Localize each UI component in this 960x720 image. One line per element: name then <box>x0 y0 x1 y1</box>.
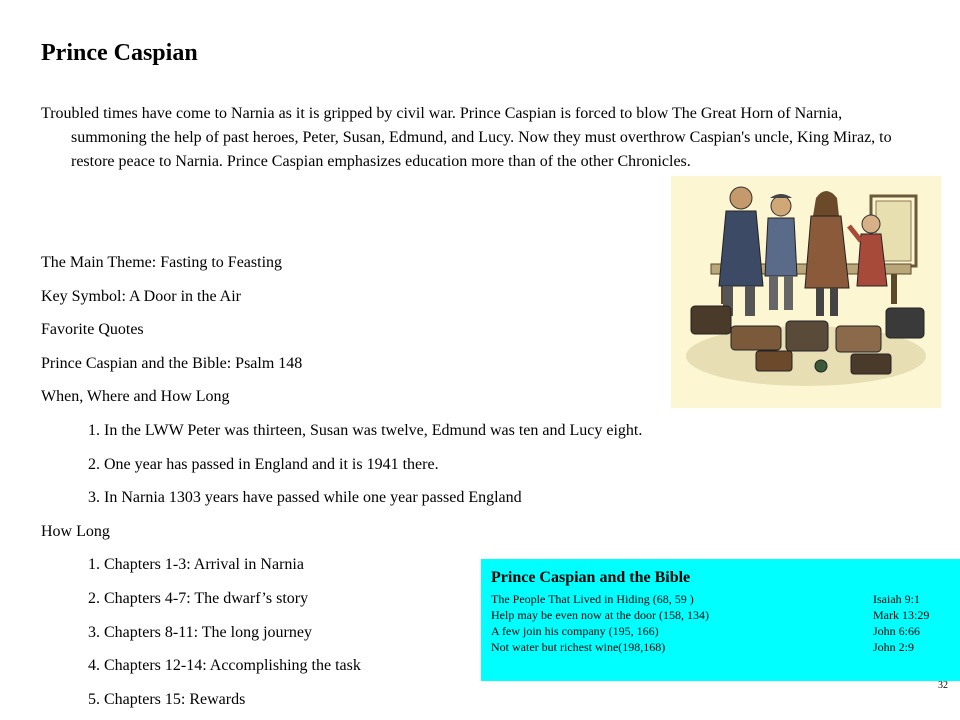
bible-references-box <box>481 559 960 681</box>
bible-reference-row <box>491 591 951 607</box>
reference-verse: John 2:9 <box>873 640 915 654</box>
list-item: 2. One year has passed in England and it is 1941 there. <box>88 456 439 473</box>
favorite-quotes-line: Favorite Quotes <box>41 321 144 338</box>
illustration-drawing <box>671 176 941 408</box>
list-item: 3. Chapters 8-11: The long journey <box>88 624 312 641</box>
reference-verse: Isaiah 9:1 <box>873 592 920 606</box>
main-theme-line: The Main Theme: Fasting to Feasting <box>41 254 283 271</box>
page-title: Prince Caspian <box>41 40 198 66</box>
bible-box-title: Prince Caspian and the Bible <box>491 569 691 586</box>
list-item: 1. Chapters 1-3: Arrival in Narnia <box>88 556 304 573</box>
key-symbol-line: Key Symbol: A Door in the Air <box>41 288 241 305</box>
list-item: 2. Chapters 4-7: The dwarf’s story <box>88 590 309 607</box>
bible-reference-row <box>491 639 951 655</box>
reference-text: Not water but richest wine(198,168) <box>491 640 666 654</box>
list-item: 5. Chapters 15: Rewards <box>88 691 246 708</box>
list-item: 3. In Narnia 1303 years have passed while one year passed England <box>88 489 522 506</box>
reference-text: The People That Lived in Hiding (68, 59 ) <box>491 592 694 606</box>
how-long-heading: How Long <box>41 523 110 540</box>
reference-verse: John 6:66 <box>873 624 921 638</box>
list-item: 4. Chapters 12-14: Accomplishing the task <box>88 657 361 674</box>
reference-text: A few join his company (195, 166) <box>491 624 659 638</box>
bible-reference-row <box>491 623 951 639</box>
reference-verse: Mark 13:29 <box>873 608 930 622</box>
list-item: 1. In the LWW Peter was thirteen, Susan was twelve, Edmund was ten and Lucy eight. <box>88 422 643 439</box>
reference-text: Help may be even now at the door (158, 134) <box>491 608 709 622</box>
when-where-heading: When, Where and How Long <box>41 388 230 405</box>
bible-reference-row <box>491 607 951 623</box>
page-number: 32 <box>938 680 948 691</box>
children-illustration <box>671 176 941 408</box>
intro-paragraph: Troubled times have come to Narnia as it is gripped by civil war. Prince Caspian is forced to blow The Great Horn of Narnia, summoning the help of past heroes, Peter, Susan, Edmund, and Lucy. Now they must overthrow Caspian's uncle, King Miraz, to restore peace to Narnia. Prince Caspian emphasizes education more than of the other Chronicles. <box>41 105 892 170</box>
bible-psalm-line: Prince Caspian and the Bible: Psalm 148 <box>41 355 303 372</box>
